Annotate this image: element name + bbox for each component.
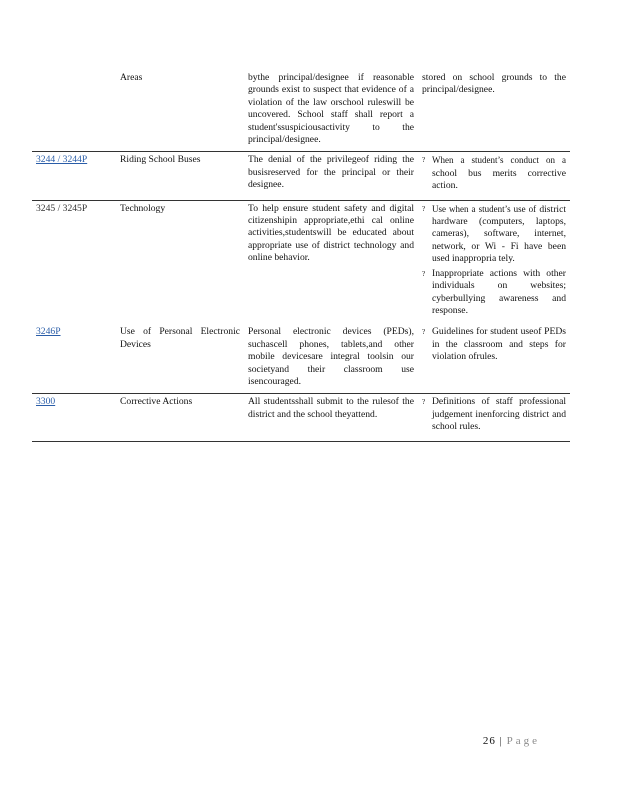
- notes-text: school bus merits corrective action.: [432, 167, 566, 192]
- policy-code-link[interactable]: 3244 / 3244P: [36, 154, 88, 166]
- notes-bullet: [422, 268, 566, 318]
- bullet-mark: ?: [422, 397, 426, 407]
- notes-text: Guidelines for student useof PEDs in the classroom and steps for violation ofrules.: [432, 326, 566, 363]
- notes-bullet: [422, 154, 566, 192]
- policy-code: 3245 / 3245P: [36, 202, 88, 214]
- table-row: [32, 70, 570, 152]
- policy-description: bythe principal/designee if reasonable grounds exist to suspect that evidence of a violation of the law orschool ruleswill be uncovered. School staff shall report a student'ssuspiciousactivity to the principal/designee.: [244, 70, 418, 152]
- policy-code-link[interactable]: 3246P: [36, 326, 61, 338]
- policy-title: Corrective Actions: [116, 394, 244, 441]
- notes-bullet: [422, 326, 566, 363]
- policy-notes: [418, 152, 570, 200]
- policy-code-cell: [32, 200, 116, 324]
- bullet-mark: ?: [422, 155, 426, 165]
- footer-separator: |: [499, 735, 503, 747]
- page-word: Page: [506, 735, 540, 747]
- policy-notes: [418, 394, 570, 441]
- notes-bullet: [422, 203, 566, 266]
- policy-code-link[interactable]: 3300: [36, 396, 56, 408]
- table-row: [32, 394, 570, 441]
- notes-text: stored on school grounds to the principal/designee.: [422, 72, 566, 96]
- policy-title: Technology: [120, 202, 166, 214]
- policy-code-cell: [32, 70, 116, 152]
- notes-text: district hardware (computers, laptops, cameras), software, internet, network, or Wi - Fi have been used inappropria tely.: [432, 203, 566, 265]
- bullet-mark: ?: [422, 327, 426, 337]
- policy-code-cell: [32, 324, 116, 394]
- notes-bullet: [422, 396, 566, 433]
- table-row: [32, 152, 570, 200]
- notes-text: Definitions of staff professional judgement inenforcing district and school rules.: [432, 396, 566, 433]
- notes-lead: Use when a student’s use of: [432, 203, 537, 214]
- policy-notes: [418, 200, 570, 324]
- table-row: [32, 324, 570, 394]
- policy-title: Areas: [116, 70, 244, 152]
- notes-text: Inappropriate actions with other individuals on websites; cyberbullying awareness and response.: [432, 267, 566, 316]
- policy-notes: [418, 324, 570, 394]
- policy-code-cell: [32, 394, 116, 441]
- policy-notes: [418, 70, 570, 152]
- policy-title: Riding School Buses: [116, 152, 244, 200]
- bullet-mark: ?: [422, 268, 426, 278]
- notes-lead: When a student’s conduct on a: [432, 155, 566, 166]
- page-number: 26: [482, 735, 496, 747]
- policy-description: To help ensure student safety and digital citizenshipin appropriate,ethi cal online activities,studentswill be educated about appropriate use of district technology and online behavior.: [248, 202, 414, 264]
- policy-title: Use of Personal Electronic Devices: [116, 324, 244, 394]
- page-footer: [483, 735, 540, 747]
- policy-description: The denial of the privilegeof riding the busisreserved for the principal or their designee.: [244, 152, 418, 200]
- policy-code-cell: [32, 152, 116, 200]
- policy-description: All studentsshall submit to the rulesof the district and the school theyattend.: [244, 394, 418, 441]
- bullet-mark: ?: [422, 203, 426, 213]
- policy-description: Personal electronic devices (PEDs), suchascell phones, tablets,and other mobile devicesare integral toolsin our societyand their classroom use isencouraged.: [244, 324, 418, 394]
- policy-table: [32, 70, 570, 442]
- table-row: [32, 200, 570, 324]
